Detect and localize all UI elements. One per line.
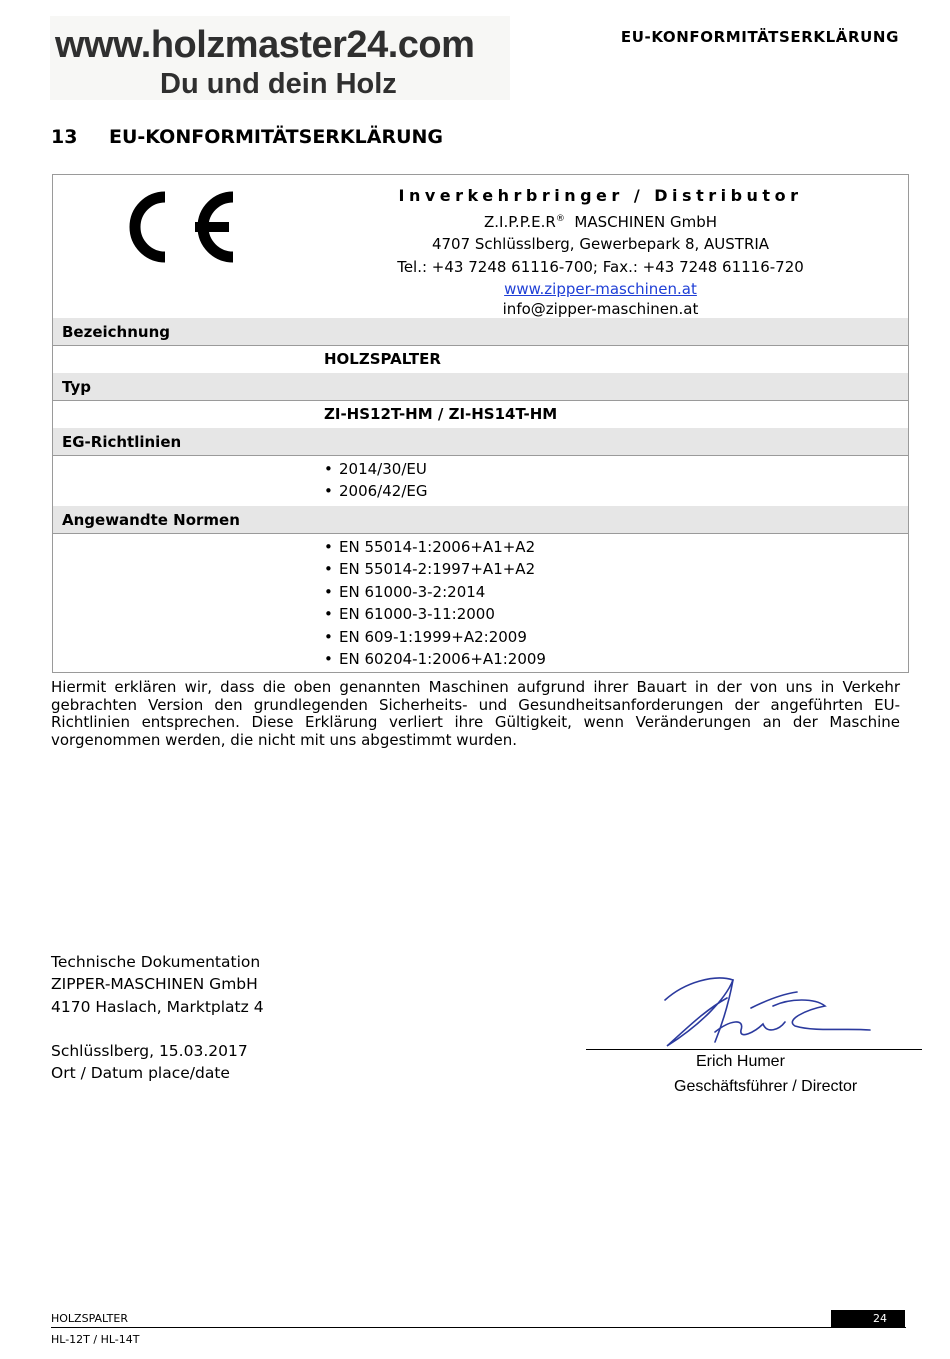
tech-doc-title: Technische Dokumentation: [51, 953, 261, 971]
logo-url-text: www.holzmaster24.com: [55, 24, 475, 66]
label-typ: Typ: [53, 373, 908, 401]
footer-model: HL-12T / HL-14T: [51, 1333, 140, 1346]
website-link[interactable]: www.zipper-maschinen.at: [504, 280, 697, 298]
value-typ: ZI-HS12T-HM / ZI-HS14T-HM: [324, 405, 558, 423]
logo-tagline: Du und dein Holz: [160, 68, 397, 100]
list-item: • EN 55014-2:1997+A1+A2: [324, 558, 546, 580]
tech-doc-company: ZIPPER-MASCHINEN GmbH: [51, 975, 258, 994]
distributor-title: Inverkehrbringer / Distributor: [398, 186, 803, 205]
distributor-block: [343, 185, 858, 318]
company-email: info@zipper-maschinen.at: [502, 299, 699, 318]
normen-list: [324, 536, 546, 670]
technical-documentation: [51, 951, 264, 1018]
richtlinien-list: [324, 458, 427, 503]
page-number: 24: [831, 1310, 905, 1328]
place-date-value: Schlüsslberg, 15.03.2017: [51, 1042, 248, 1060]
list-item: • EN 609-1:1999+A2:2009: [324, 626, 546, 648]
label-bezeichnung: Bezeichnung: [53, 318, 908, 346]
page-header-title: EU-KONFORMITÄTSERKLÄRUNG: [620, 28, 899, 46]
company-name: Z.I.P.P.E.R® MASCHINEN GmbH: [483, 212, 718, 231]
place-date-block: [51, 1040, 248, 1085]
declaration-paragraph: Hiermit erklären wir, dass die oben genannten Maschinen aufgrund ihrer Bauart in der von uns in Verkehr gebrachten Version den grundlegenden Sicherheits- und Gesundheitsanforderungen der angeführten EU-Richtlinien entsprechen. Diese Erklärung verliert ihre Gültigkeit, wenn Veränderungen an der Maschine vorgenommen werden, die nicht mit uns abgestimmt wurden.: [51, 678, 900, 749]
brand-logo: [50, 16, 510, 100]
section-title: EU-KONFORMITÄTSERKLÄRUNG: [109, 126, 444, 148]
label-richtlinien: EG-Richtlinien: [53, 428, 908, 456]
tech-doc-address: 4170 Haslach, Marktplatz 4: [51, 997, 264, 1016]
company-phone: Tel.: +43 7248 61116-700; Fax.: +43 7248 61116-720: [397, 257, 804, 276]
handwritten-signature: [655, 970, 875, 1052]
footer-divider: [51, 1327, 906, 1328]
list-item: • EN 61000-3-11:2000: [324, 603, 546, 625]
section-number: 13: [51, 126, 78, 148]
declaration-table: [52, 174, 909, 673]
ce-mark-icon: [113, 179, 243, 275]
place-date-label: Ort / Datum place/date: [51, 1064, 230, 1083]
company-address: 4707 Schlüsslberg, Gewerbepark 8, AUSTRIA: [431, 235, 770, 253]
value-bezeichnung: HOLZSPALTER: [324, 350, 441, 368]
label-normen: Angewandte Normen: [53, 506, 908, 534]
list-item: • 2006/42/EG: [324, 480, 427, 502]
section-heading: [51, 126, 443, 148]
list-item: • EN 60204-1:2006+A1:2009: [324, 648, 546, 670]
signer-name: Erich Humer: [696, 1053, 785, 1070]
footer-product: HOLZSPALTER: [51, 1312, 128, 1325]
signer-title: Geschäftsführer / Director: [674, 1078, 858, 1095]
list-item: • 2014/30/EU: [324, 458, 427, 480]
list-item: • EN 55014-1:2006+A1+A2: [324, 536, 546, 558]
signature-line: [586, 1049, 922, 1050]
list-item: • EN 61000-3-2:2014: [324, 581, 546, 603]
